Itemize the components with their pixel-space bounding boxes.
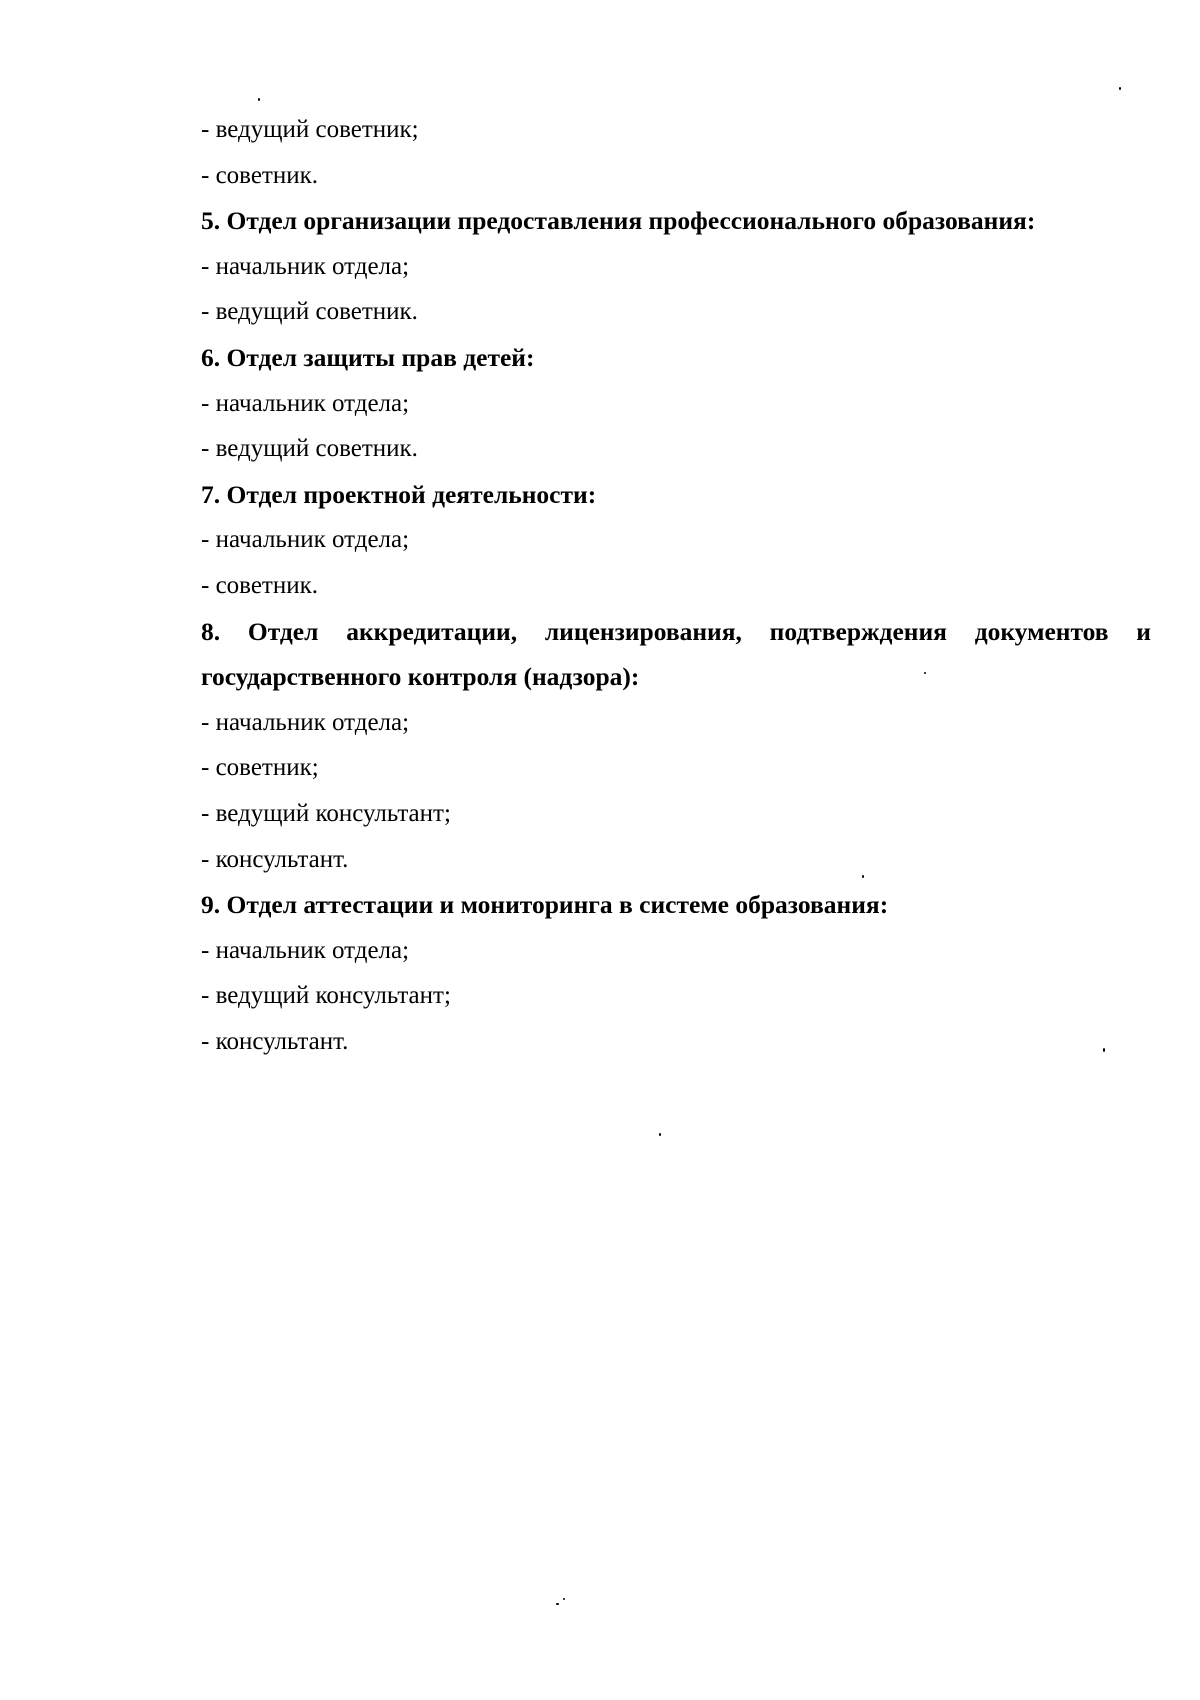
scan-speck — [862, 875, 864, 878]
section-heading: 5. Отдел организации предоставления профессионального образования: — [201, 206, 1036, 236]
list-item: - консультант. — [201, 845, 349, 873]
list-item: - консультант. — [201, 1027, 349, 1055]
section-heading: 6. Отдел защиты прав детей: — [201, 342, 535, 372]
scan-speck — [258, 98, 260, 101]
list-item: - начальник отдела; — [201, 389, 410, 417]
scan-speck — [563, 1598, 565, 1600]
scan-speck — [556, 1603, 559, 1605]
section-heading: 9. Отдел аттестации и мониторинга в системе образования: — [201, 890, 889, 920]
list-item: - начальник отдела; — [201, 252, 410, 280]
scan-speck — [1103, 1048, 1105, 1052]
list-item: - ведущий советник; — [201, 116, 419, 143]
list-item: - ведущий советник. — [201, 435, 418, 463]
list-item: - начальник отдела; — [201, 708, 410, 736]
section-heading: 7. Отдел проектной деятельности: — [201, 479, 597, 509]
list-item: - ведущий советник. — [201, 298, 418, 326]
list-item: - советник. — [201, 571, 319, 599]
scan-speck — [924, 672, 926, 674]
scan-speck — [1119, 87, 1121, 90]
list-item: - ведущий консультант; — [201, 799, 451, 827]
document-body — [201, 107, 1151, 1064]
list-item: - советник; — [201, 754, 319, 782]
scan-speck — [659, 1133, 661, 1136]
list-item: - начальник отдела; — [201, 936, 410, 964]
list-item: - советник. — [201, 161, 319, 189]
list-item: - начальник отдела; — [201, 526, 410, 554]
list-item: - ведущий консультант; — [201, 982, 451, 1010]
section-heading: 8. Отдел аккредитации, лицензирования, подтверждения документов и государственного контроля (надзора): — [201, 616, 1151, 692]
